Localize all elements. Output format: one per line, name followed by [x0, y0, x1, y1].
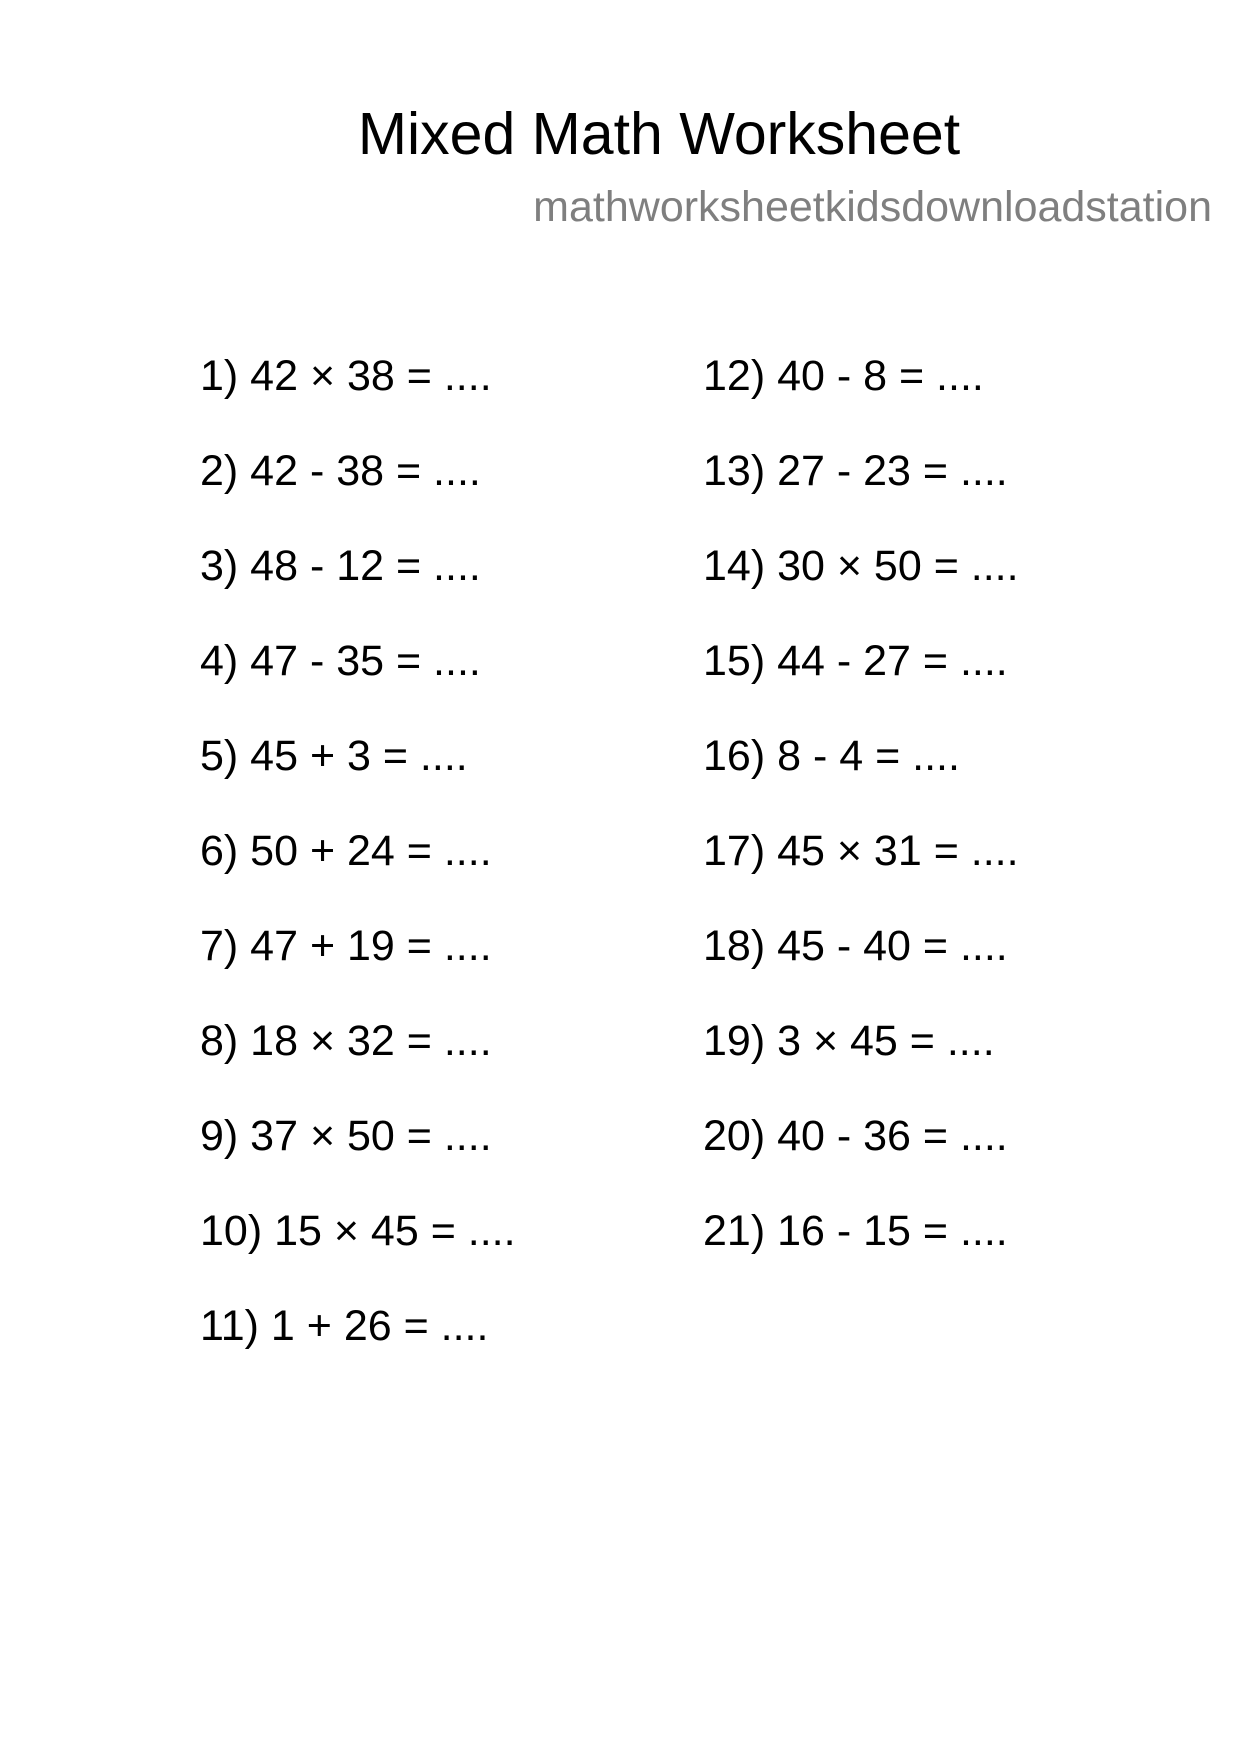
- problem-item: 19) 3 × 45 = ....: [703, 1017, 995, 1065]
- problem-item: 11) 1 + 26 = ....: [200, 1302, 489, 1350]
- problem-item: 13) 27 - 23 = ....: [703, 447, 1008, 495]
- problems-column-right: [703, 346, 1019, 1296]
- problems-column-left: [200, 346, 516, 1391]
- problem-item: 15) 44 - 27 = ....: [703, 637, 1008, 685]
- problem-item: 7) 47 + 19 = ....: [200, 922, 492, 970]
- problem-item: 2) 42 - 38 = ....: [200, 447, 481, 495]
- problem-item: 14) 30 × 50 = ....: [703, 542, 1019, 590]
- problem-item: 8) 18 × 32 = ....: [200, 1017, 492, 1065]
- worksheet-title: Mixed Math Worksheet: [357, 101, 961, 167]
- problem-item: 20) 40 - 36 = ....: [703, 1112, 1008, 1160]
- problem-item: 18) 45 - 40 = ....: [703, 922, 1008, 970]
- problem-item: 17) 45 × 31 = ....: [703, 827, 1019, 875]
- problem-item: 1) 42 × 38 = ....: [200, 352, 492, 400]
- problem-item: 6) 50 + 24 = ....: [200, 827, 492, 875]
- source-watermark: mathworksheetkidsdownloadstation: [533, 183, 1212, 231]
- problem-item: 4) 47 - 35 = ....: [200, 637, 481, 685]
- problem-item: 5) 45 + 3 = ....: [200, 732, 468, 780]
- problem-item: 21) 16 - 15 = ....: [703, 1207, 1008, 1255]
- problem-item: 12) 40 - 8 = ....: [703, 352, 984, 400]
- problem-item: 3) 48 - 12 = ....: [200, 542, 481, 590]
- problem-item: 9) 37 × 50 = ....: [200, 1112, 492, 1160]
- problem-item: 16) 8 - 4 = ....: [703, 732, 960, 780]
- problem-item: 10) 15 × 45 = ....: [200, 1207, 516, 1255]
